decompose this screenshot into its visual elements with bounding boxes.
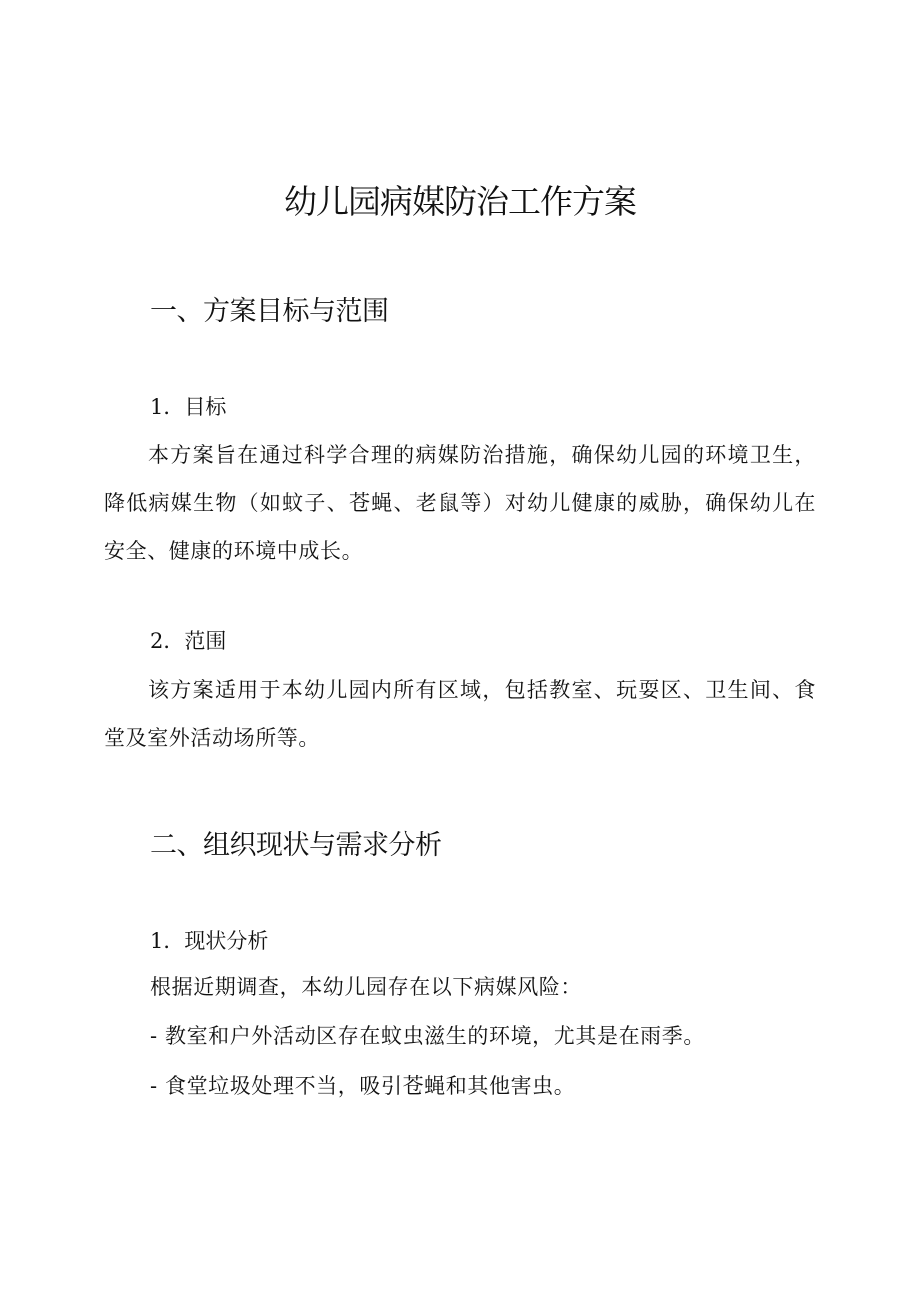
- document-title: 幼儿园病媒防治工作方案: [284, 182, 636, 221]
- list-item: - 食堂垃圾处理不当，吸引苍蝇和其他害虫。: [150, 1074, 576, 1098]
- subsection-heading-goal: 1．目标: [150, 395, 227, 419]
- goal-paragraph: 本方案旨在通过科学合理的病媒防治措施，确保幼儿园的环境卫生，降低病媒生物（如蚊子、苍蝇、老鼠等）对幼儿健康的威胁，确保幼儿在安全、健康的环境中成长。: [104, 443, 816, 563]
- scope-paragraph: 该方案适用于本幼儿园内所有区域，包括教室、玩耍区、卫生间、食堂及室外活动场所等。: [104, 678, 816, 750]
- list-item: - 教室和户外活动区存在蚊虫滋生的环境，尤其是在雨季。: [150, 1024, 705, 1048]
- status-analysis-paragraph: 根据近期调查，本幼儿园存在以下病媒风险：: [150, 975, 582, 999]
- subsection-heading-scope: 2．范围: [150, 629, 227, 653]
- section-heading-goals-scope: 一、方案目标与范围: [150, 296, 389, 327]
- section-heading-status-needs: 二、组织现状与需求分析: [150, 830, 442, 861]
- subsection-heading-status-analysis: 1．现状分析: [150, 929, 269, 953]
